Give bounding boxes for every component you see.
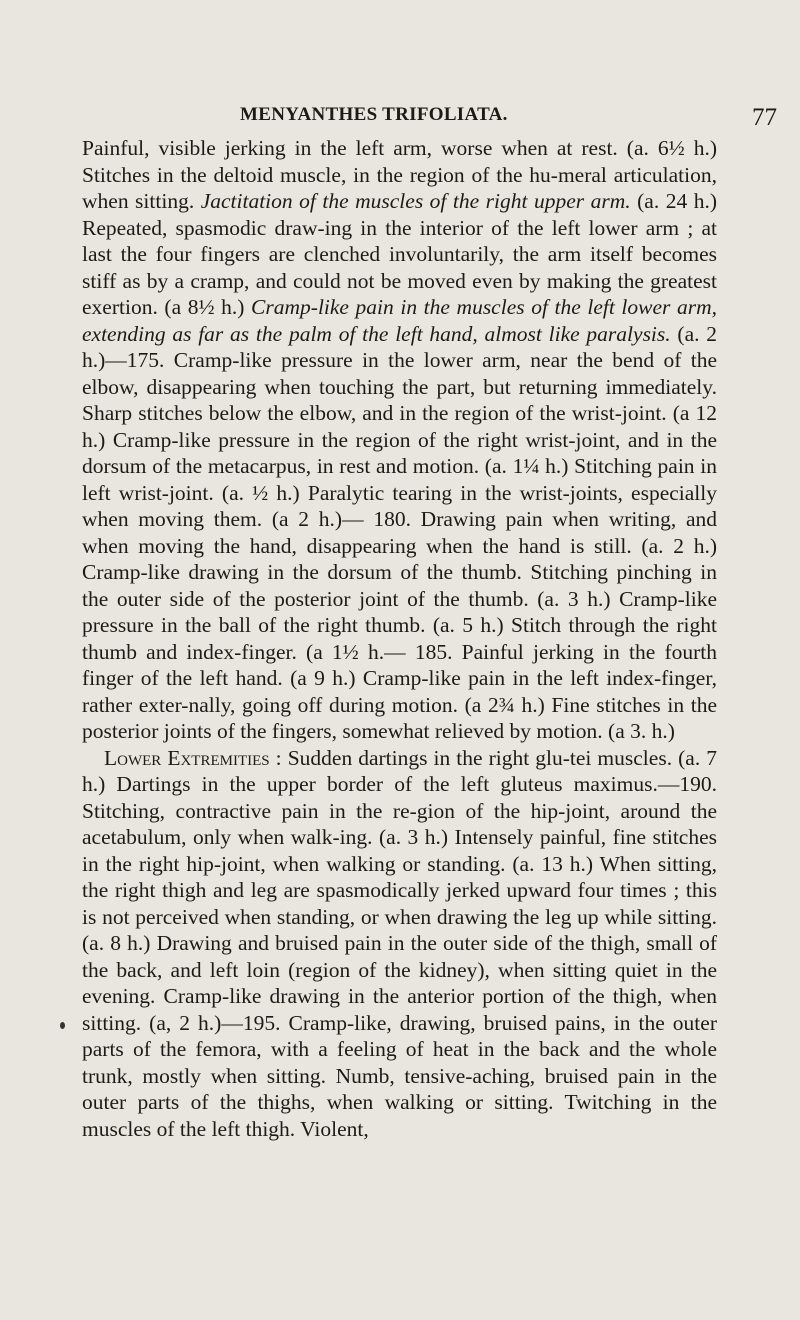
text-segment: Painful, visible jerking in the left arm, worse when at rest. (a. 6½ h.) Stitches in the deltoid muscle, in the region of the hu-meral articulation, when sitting. — [82, 136, 717, 213]
emphasized-symptom: Cramp-like pain in the muscles of the left lower arm, extending as far as the palm of the left hand, almost like paralysis. — [82, 295, 717, 346]
body-text — [82, 135, 717, 1142]
text-segment: : Sudden dartings in the right glu-tei muscles. (a. 7 h.) Dartings in the upper border of the left gluteus maximus.—190. Stitching, contractive pain in the re-gion of the hip-joint, around the acetabulum, only when walk-ing. (a. 3 h.) Intensely painful, fine stitches in the right hip-joint, when walking or standing. (a. 13 h.) When sitting, the right thigh and leg are spasmodically jerked upward four times ; this is not perceived when standing, or when drawing the leg up while sitting. (a. 8 h.) Drawing and bruised pain in the outer side of the thigh, small of the back, and left loin (region of the kidney), when sitting quiet in the evening. Cramp-like drawing in the anterior portion of the thigh, when sitting. (a, 2 h.)—195. Cramp-like, drawing, bruised pains, in the outer parts of the femora, with a feeling of heat in the back and the whole trunk, mostly when sitting. Numb, tensive-aching, bruised pain in the outer parts of the thighs, when walking or sitting. Twitching in the muscles of the left thigh. Violent, — [82, 745, 717, 1141]
text-segment: (a. 2 h.)—175. Cramp-like pressure in the lower arm, near the bend of the elbow, disappearing when touching the part, but returning immediately. Sharp stitches below the elbow, and in the region of the wrist-joint. (a 12 h.) Cramp-like pressure in the region of the right wrist-joint, and in the dorsum of the metacarpus, in rest and motion. (a. 1¼ h.) Stitching pain in left wrist-joint. (a. ½ h.) Paralytic tearing in the wrist-joints, especially when moving them. (a 2 h.)— 180. Drawing pain when writing, and when moving the hand, disappearing when the hand is still. (a. 2 h.) Cramp-like drawing in the dorsum of the thumb. Stitching pinching in the outer side of the posterior joint of the thumb. (a. 3 h.) Cramp-like pressure in the ball of the right thumb. (a. 5 h.) Stitch through the right thumb and index-finger. (a 1½ h.— 185. Painful jerking in the fourth finger of the left hand. (a 9 h.) Cramp-like pain in the left index-finger, rather exter-nally, going off during motion. (a 2¾ h.) Fine stitches in the posterior joints of the fingers, somewhat relieved by motion. (a 3. h.) — [82, 321, 718, 743]
text-segment: (a. 24 h.) Repeated, spasmodic draw-ing in the interior of the left lower arm ; at last the four fingers are clenched involuntarily, the arm itself becomes stiff as by a cramp, and could not be moved even by making the greatest exertion. (a 8½ h.) — [82, 189, 717, 319]
margin-mark — [60, 1022, 65, 1029]
section-heading: Lower Extremities — [104, 745, 270, 770]
paragraph-upper-extremities — [82, 135, 717, 745]
page-number: 77 — [752, 104, 777, 131]
running-title: MENYANTHES TRIFOLIATA. — [240, 104, 508, 125]
emphasized-symptom: Jactitation of the muscles of the right upper arm. — [200, 189, 631, 213]
paragraph-lower-extremities — [82, 745, 717, 1143]
